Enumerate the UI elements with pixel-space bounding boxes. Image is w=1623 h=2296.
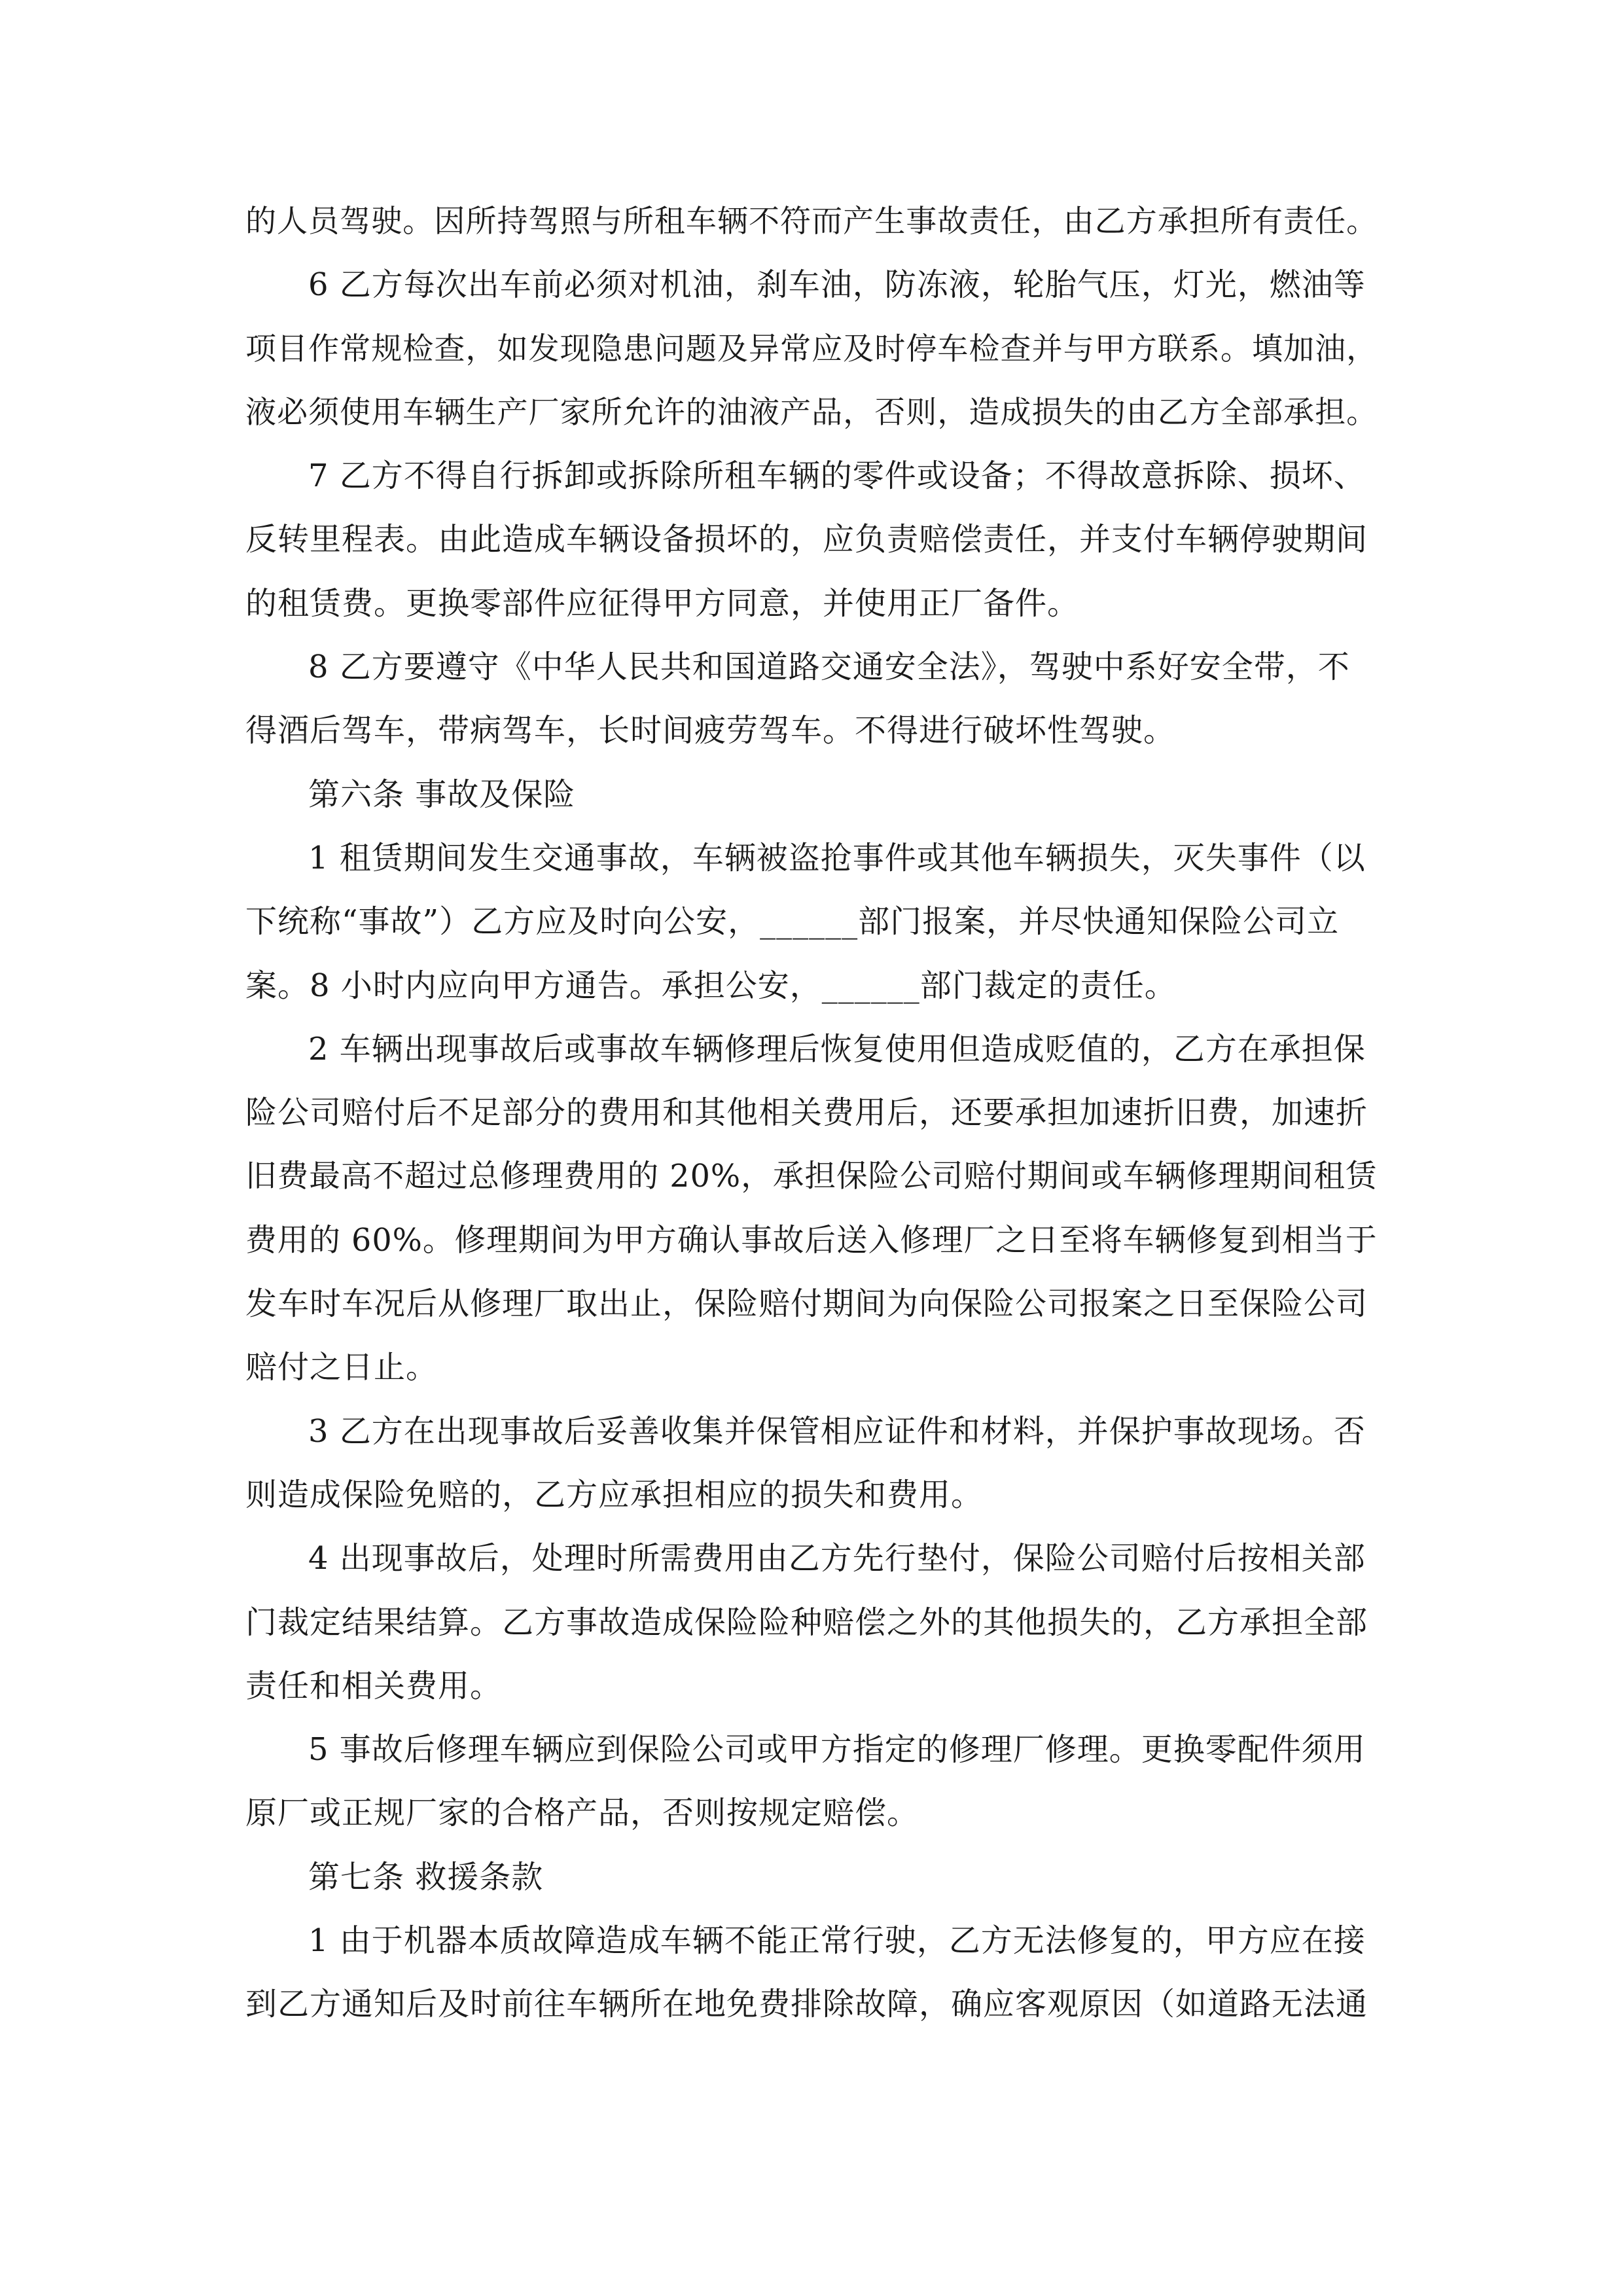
text-line: 项目作常规检查，如发现隐患问题及异常应及时停车检查并与甲方联系。填加油， (245, 331, 1378, 367)
text-line: 赔付之日止。 (245, 1349, 438, 1386)
text-line: 第六条 事故及保险 (308, 776, 576, 813)
text-line: 1 租赁期间发生交通事故，车辆被盗抢事件或其他车辆损失，灭失事件（以 (308, 839, 1366, 876)
text-line: 门裁定结果结算。乙方事故造成保险险种赔偿之外的其他损失的，乙方承担全部 (245, 1604, 1368, 1641)
text-line: 3 乙方在出现事故后妥善收集并保管相应证件和材料，并保护事故现场。否 (308, 1412, 1366, 1450)
text-line: 的租赁费。更换零部件应征得甲方同意，并使用正厂备件。 (245, 584, 1080, 622)
text-line: 案。8 小时内应向甲方通告。承担公安，______部门裁定的责任。 (245, 967, 1177, 1004)
text-line: 7 乙方不得自行拆卸或拆除所租车辆的零件或设备；不得故意拆除、损坏、 (308, 457, 1366, 495)
text-line: 发车时车况后从修理厂取出止，保险赔付期间为向保险公司报案之日至保险公司 (245, 1285, 1368, 1323)
text-line: 5 事故后修理车辆应到保险公司或甲方指定的修理厂修理。更换零配件须用 (308, 1731, 1366, 1768)
text-line: 第七条 救援条款 (308, 1858, 544, 1895)
text-line: 6 乙方每次出车前必须对机油，刹车油，防冻液，轮胎气压，灯光，燃油等 (308, 266, 1366, 304)
text-line: 8 乙方要遵守《中华人民共和国道路交通安全法》，驾驶中系好安全带，不 (308, 649, 1350, 686)
text-line: 2 车辆出现事故后或事故车辆修理后恢复使用但造成贬值的，乙方在承担保 (308, 1030, 1366, 1067)
text-line: 费用的 60%。修理期间为甲方确认事故后送入修理厂之日至将车辆修复到相当于 (245, 1222, 1378, 1259)
text-line: 液必须使用车辆生产厂家所允许的油液产品，否则，造成损失的由乙方全部承担。 (245, 394, 1378, 431)
text-line: 险公司赔付后不足部分的费用和其他相关费用后，还要承担加速折旧费，加速折 (245, 1094, 1368, 1132)
text-line: 原厂或正规厂家的合格产品，否则按规定赔偿。 (245, 1795, 919, 1832)
text-line: 旧费最高不超过总修理费用的 20%，承担保险公司赔付期间或车辆修理期间租赁 (245, 1158, 1378, 1195)
document-body (245, 190, 1378, 2037)
text-line: 责任和相关费用。 (245, 1667, 503, 1704)
text-line: 则造成保险免赔的，乙方应承担相应的损失和费用。 (245, 1476, 984, 1513)
text-line: 4 出现事故后，处理时所需费用由乙方先行垫付，保险公司赔付后按相关部 (308, 1540, 1366, 1577)
text-line: 得酒后驾车，带病驾车，长时间疲劳驾车。不得进行破坏性驾驶。 (245, 712, 1176, 749)
text-line: 到乙方通知后及时前往车辆所在地免费排除故障，确应客观原因（如道路无法通 (245, 1986, 1368, 2023)
text-line: 下统称“事故”）乙方应及时向公安，______部门报案，并尽快通知保险公司立 (245, 903, 1340, 941)
text-line: 反转里程表。由此造成车辆设备损坏的，应负责赔偿责任，并支付车辆停驶期间 (245, 521, 1368, 558)
text-line: 1 由于机器本质故障造成车辆不能正常行驶，乙方无法修复的，甲方应在接 (308, 1922, 1366, 1960)
text-line: 的人员驾驶。因所持驾照与所租车辆不符而产生事故责任，由乙方承担所有责任。 (245, 204, 1378, 240)
